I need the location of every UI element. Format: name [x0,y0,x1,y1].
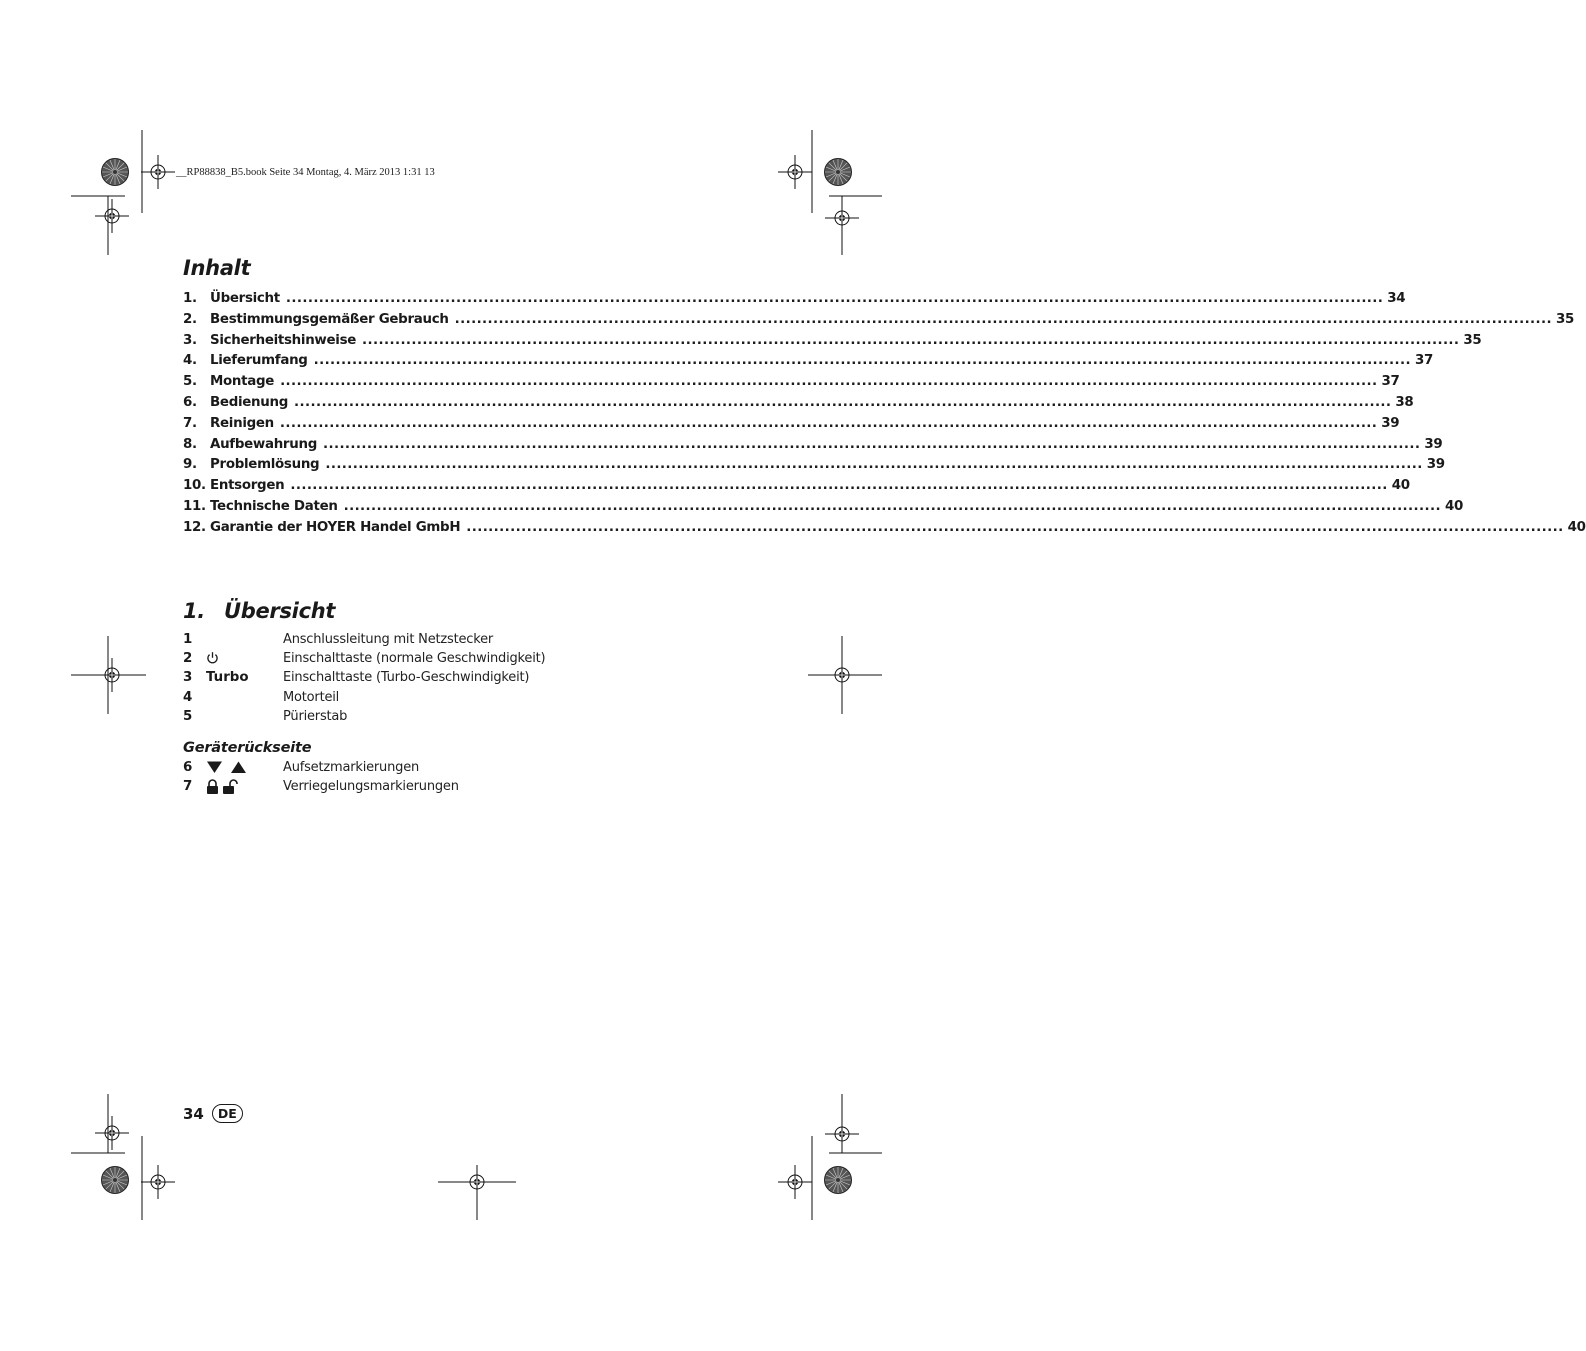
part-description: Einschalttaste (normale Geschwindigkeit) [283,651,546,667]
part-item [183,779,683,798]
lock-unlock-icon [206,779,246,796]
part-item [183,760,683,779]
toc-leader-dots: ........................................................................................................................................................................................................ [279,415,1378,431]
toc-entry-page: 38 [1395,394,1414,410]
toc-leader-dots: ........................................................................................................................................................................................................ [285,291,1384,306]
toc-entry[interactable] [183,353,1434,374]
toc-entry-title: Übersicht [210,291,280,306]
toc-entry-page: 40 [1567,519,1586,535]
toc-entry-page: 39 [1424,436,1443,452]
toc-entry-title: Garantie der HOYER Handel GmbH [210,519,461,535]
toc-entry-page: 40 [1391,478,1410,494]
part-number: 5 [183,708,193,724]
power-icon [206,651,219,667]
print-slug-line: __RP88838_B5.book Seite 34 Montag, 4. März 2013 1:31 13 [176,167,435,178]
back-side-heading: Geräterückseite [183,740,312,756]
part-item [183,651,683,670]
toc-entry-page: 35 [1556,311,1575,327]
toc-entry-number: 9. [183,457,197,473]
toc-entry-page: 37 [1414,353,1434,369]
back-parts-list [183,760,683,798]
toc-leader-dots: ........................................................................................................................................................................................................ [313,353,1411,369]
toc-entry[interactable] [183,478,1410,499]
toc-entry[interactable] [183,498,1464,520]
toc-entry[interactable] [183,311,1575,333]
toc-entry-page: 37 [1381,374,1400,390]
toc-entry[interactable] [183,394,1414,416]
toc-entry-title: Aufbewahrung [210,436,317,452]
part-item [183,709,683,728]
toc-entry[interactable] [183,415,1400,437]
toc-entry-title: Entsorgen [210,478,285,494]
toc-entry-number: 6. [183,394,197,410]
toc-entry-page: 39 [1426,457,1445,473]
toc-entry-page: 35 [1463,332,1482,348]
part-item [183,690,683,709]
toc-entry-number: 12. [183,519,206,535]
part-item [183,670,683,689]
toc-entry[interactable] [183,519,1586,541]
toc-entry-title: Problemlösung [210,457,320,473]
section-heading-overview [183,599,335,623]
part-description: Einschalttaste (Turbo-Geschwindigkeit) [283,670,530,686]
toc-entry-title: Montage [210,374,275,390]
part-description: Anschlussleitung mit Netzstecker [283,632,494,647]
toc-entry[interactable] [183,291,1406,312]
toc-entry-number: 7. [183,415,197,431]
toc-entry[interactable] [183,374,1400,395]
part-number: 7 [183,779,193,795]
toc-entry-page: 34 [1387,291,1406,306]
page-number: 34 [183,1104,204,1123]
toc-leader-dots: ........................................................................................................................................................................................................ [362,332,1460,348]
triangle-down-up-icon [206,760,248,776]
toc-entry[interactable] [183,332,1482,354]
part-number: 3 [183,670,193,686]
toc-entry-number: 3. [183,332,197,348]
toc-leader-dots: ........................................................................................................................................................................................................ [454,311,1552,327]
toc-entry-number: 11. [183,498,206,514]
part-description: Aufsetzmarkierungen [283,760,420,775]
toc-entry-page: 40 [1444,498,1464,514]
part-description: Verriegelungsmarkierungen [283,779,459,795]
toc-leader-dots: ........................................................................................................................................................................................................ [294,394,1392,410]
toc-leader-dots: ........................................................................................................................................................................................................ [322,436,1421,452]
toc-leader-dots: ........................................................................................................................................................................................................ [325,457,1423,473]
toc-entry-title: Bedienung [210,394,289,410]
turbo-label: Turbo [206,670,249,686]
part-number: 6 [183,760,193,775]
part-description: Motorteil [283,689,340,705]
part-description: Pürierstab [283,708,348,724]
toc-entry-number: 5. [183,374,197,390]
language-badge: DE [212,1104,243,1123]
section-title: Übersicht [224,599,336,623]
table-of-contents [183,291,1586,541]
section-number: 1. [183,599,205,623]
toc-entry-page: 39 [1381,415,1400,431]
part-number: 1 [183,632,193,647]
toc-entry-title: Sicherheitshinweise [210,332,357,348]
part-number: 4 [183,689,193,705]
toc-heading: Inhalt [183,256,251,280]
page-footer [183,1104,243,1123]
toc-entry[interactable] [183,457,1445,478]
toc-entry-number: 4. [183,353,197,369]
toc-leader-dots: ........................................................................................................................................................................................................ [290,478,1388,494]
toc-entry-number: 8. [183,436,197,452]
toc-entry-number: 2. [183,311,197,327]
parts-list [183,632,683,728]
part-number: 2 [183,651,193,667]
toc-entry-number: 10. [183,478,206,494]
part-item [183,632,683,651]
toc-entry-title: Lieferumfang [210,353,308,369]
toc-leader-dots: ........................................................................................................................................................................................................ [343,498,1441,514]
toc-entry[interactable] [183,436,1443,458]
toc-entry-title: Bestimmungsgemäßer Gebrauch [210,311,449,327]
toc-entry-title: Reinigen [210,415,274,431]
toc-leader-dots: ........................................................................................................................................................................................................ [466,519,1564,535]
toc-leader-dots: ........................................................................................................................................................................................................ [280,374,1378,390]
toc-entry-title: Technische Daten [210,498,338,514]
toc-entry-number: 1. [183,291,197,306]
